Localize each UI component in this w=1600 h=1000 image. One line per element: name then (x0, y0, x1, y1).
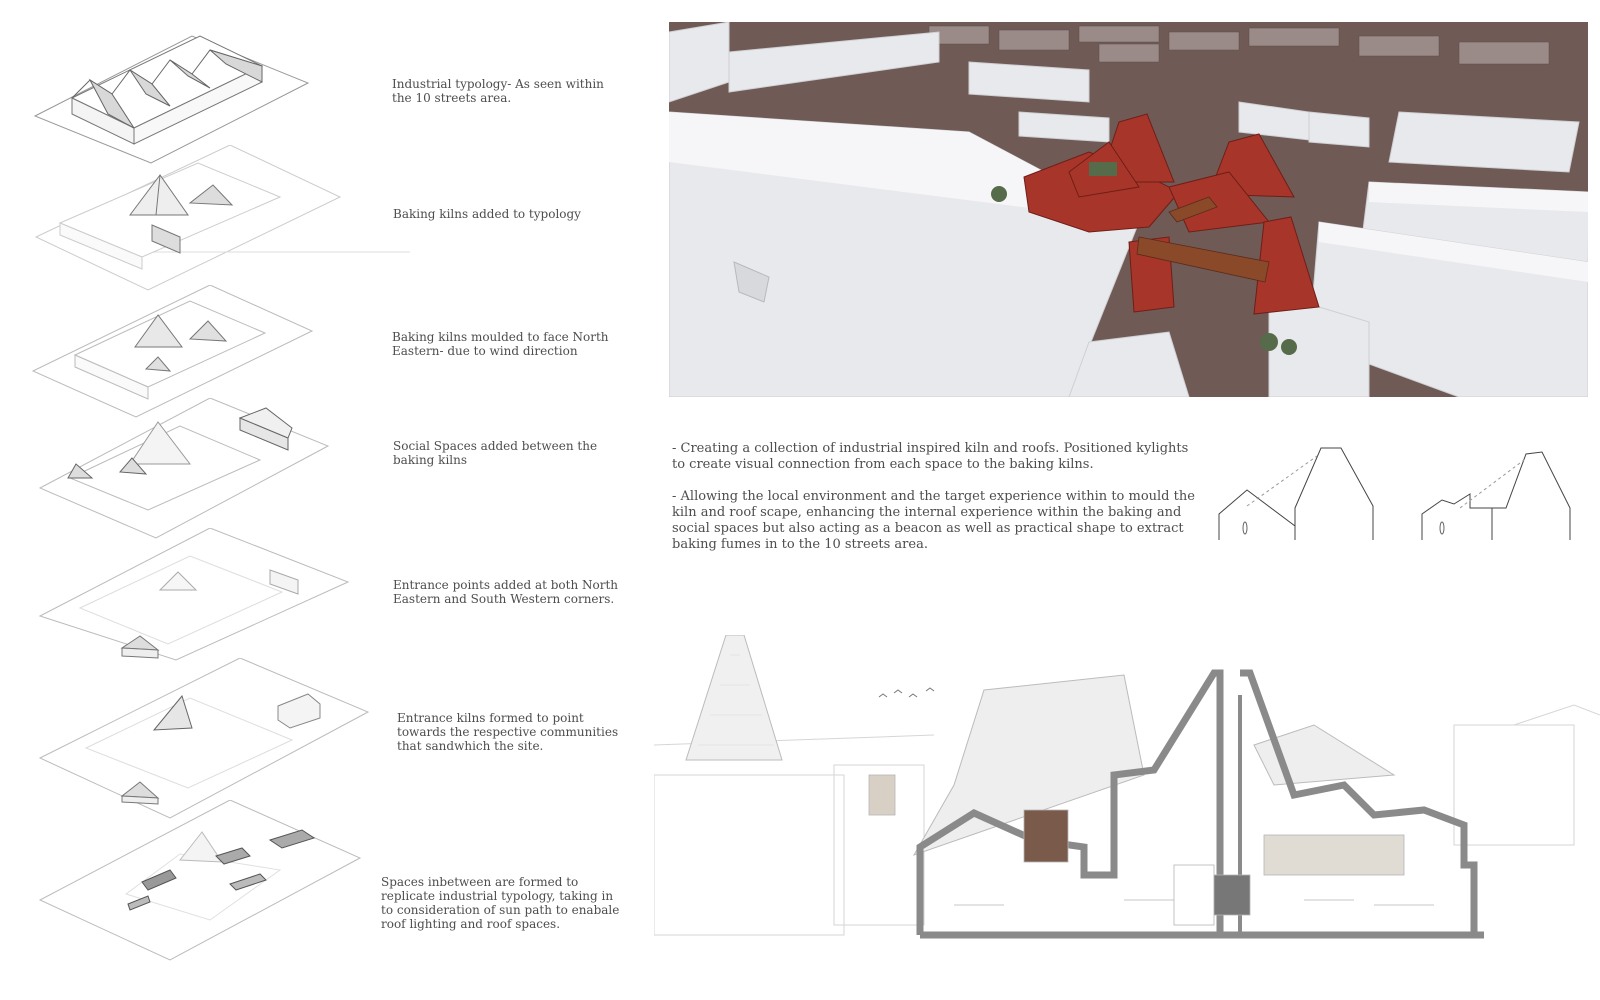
long-section-image (654, 635, 1600, 955)
step-caption: Baking kilns added to typology (393, 207, 581, 221)
step-6-axonometric (30, 658, 370, 823)
step-caption: Social Spaces added between the baking kilns (393, 439, 598, 467)
step-5-axonometric (30, 528, 350, 663)
step-caption: Entrance kilns formed to point towards the respective communities that sandwhich the site. (397, 711, 619, 753)
design-note-1: - Creating a collection of industrial inspired kiln and roofs. Positioned kylights to create visual connection from each space to the baking kilns. (672, 441, 1189, 472)
step-4-axonometric (30, 398, 340, 548)
step-caption: Spaces inbetween are formed to replicate industrial typology, taking in to consideration of sun path to enabale roof lighting and roof spaces. (381, 875, 620, 931)
kiln-profile-sketch-1 (1217, 444, 1377, 540)
step-caption: Industrial typology- As seen within the 10 streets area. (392, 77, 604, 105)
long-section-drawing (654, 635, 1600, 955)
step-caption: Entrance points added at both North Eastern and South Western corners. (393, 578, 619, 606)
aerial-render (669, 22, 1588, 397)
step-2-axonometric (30, 145, 410, 300)
step-caption: Baking kilns moulded to face North Eastern- due to wind direction (392, 330, 609, 358)
kiln-profile-sketch-2 (1420, 448, 1580, 540)
aerial-render-image (669, 22, 1588, 397)
design-note-2: - Allowing the local environment and the target experience within to mould the kiln and roof scape, enhancing the internal experience within the baking and social spaces but also acting as a beacon as well as practical shape to extract baking fumes in to the 10 streets area. (672, 489, 1195, 552)
step-7-axonometric (30, 800, 370, 970)
